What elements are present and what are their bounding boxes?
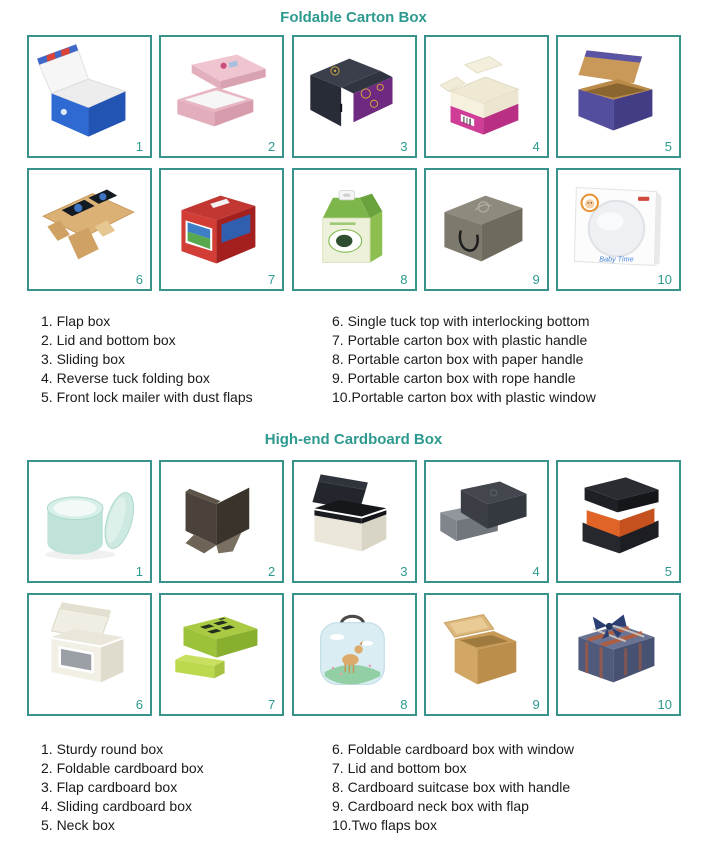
window-cardboard-box-photo <box>33 598 146 705</box>
caption-item: 4. Sliding cardboard box <box>41 798 192 814</box>
caption-item: 1. Flap box <box>41 313 111 329</box>
photo-number: 5 <box>664 564 672 579</box>
suitcase-box-photo <box>298 598 411 705</box>
caption-item: 7. Portable carton box with plastic handle <box>332 332 588 348</box>
rope-handle-box-photo <box>430 173 543 280</box>
front-lock-mailer-photo <box>562 40 675 147</box>
caption-item: 10.Two flaps box <box>332 817 438 833</box>
photo-cell-window-cardboard-box <box>27 593 152 716</box>
round-box-photo <box>33 465 146 572</box>
photo-cell-plastic-handle-box <box>159 168 284 291</box>
photo-cell-flap-box <box>27 35 152 158</box>
caption-item: 7. Lid and bottom box <box>332 760 467 776</box>
photo-cell-plastic-window-box <box>556 168 681 291</box>
plastic-handle-box-photo <box>165 173 278 280</box>
caption-column-left <box>41 312 332 407</box>
photo-cell-foldable-cardboard-box <box>159 460 284 583</box>
photo-cell-neck-box <box>556 460 681 583</box>
photo-number: 1 <box>135 564 143 579</box>
flap-box-photo <box>33 40 146 147</box>
section-title: High-end Cardboard Box <box>264 431 443 448</box>
photo-number: 10 <box>657 272 672 287</box>
photo-number: 8 <box>400 697 408 712</box>
photo-cell-neck-flap-box <box>424 593 549 716</box>
two-flaps-box-photo <box>562 598 675 705</box>
section-foldable-carton-box <box>0 9 707 407</box>
photo-number: 5 <box>664 139 672 154</box>
caption-column-right <box>332 740 574 835</box>
photo-number: 6 <box>135 272 143 287</box>
section-high-end-cardboard-box <box>0 431 707 835</box>
lid-bottom-cardboard-box-photo <box>165 598 278 705</box>
caption-item: 9. Portable carton box with rope handle <box>332 370 576 386</box>
photo-cell-two-flaps-box <box>556 593 681 716</box>
caption-list-high-end-cardboard <box>41 740 707 835</box>
paper-handle-box-photo <box>298 173 411 280</box>
photo-number: 3 <box>400 139 408 154</box>
photo-number: 9 <box>532 272 540 287</box>
caption-item: 6. Foldable cardboard box with window <box>332 741 575 757</box>
section-title: Foldable Carton Box <box>280 9 427 26</box>
caption-item: 6. Single tuck top with interlocking bottom <box>332 313 590 329</box>
neck-flap-box-photo <box>430 598 543 705</box>
photo-number: 7 <box>268 272 276 287</box>
photo-cell-front-lock-mailer <box>556 35 681 158</box>
caption-item: 5. Neck box <box>41 817 115 833</box>
lid-and-bottom-box-photo <box>165 40 278 147</box>
photo-number: 2 <box>268 564 276 579</box>
foldable-cardboard-box-photo <box>165 465 278 572</box>
photo-cell-lid-and-bottom-box <box>159 35 284 158</box>
caption-item: 3. Flap cardboard box <box>41 779 178 795</box>
photo-number: 10 <box>657 697 672 712</box>
photo-cell-suitcase-box <box>292 593 417 716</box>
caption-item: 4. Reverse tuck folding box <box>41 370 210 386</box>
caption-item: 9. Cardboard neck box with flap <box>332 798 529 814</box>
caption-item: 10.Portable carton box with plastic window <box>332 389 596 405</box>
photo-number: 4 <box>532 139 540 154</box>
photo-number: 2 <box>268 139 276 154</box>
photo-cell-flap-cardboard-box <box>292 460 417 583</box>
caption-item: 3. Sliding box <box>41 351 126 367</box>
sliding-box-photo <box>298 40 411 147</box>
sliding-cardboard-box-photo <box>430 465 543 572</box>
plastic-window-box-photo <box>562 173 675 280</box>
caption-column-right <box>332 312 596 407</box>
photo-cell-round-box <box>27 460 152 583</box>
photo-cell-rope-handle-box <box>424 168 549 291</box>
photo-cell-single-tuck-box <box>27 168 152 291</box>
caption-item: 2. Foldable cardboard box <box>41 760 204 776</box>
flap-cardboard-box-photo <box>298 465 411 572</box>
photo-number: 3 <box>400 564 408 579</box>
neck-box-photo <box>562 465 675 572</box>
caption-list-foldable-carton <box>41 312 707 407</box>
photo-number: 6 <box>135 697 143 712</box>
photo-cell-paper-handle-box <box>292 168 417 291</box>
photo-number: 4 <box>532 564 540 579</box>
caption-column-left <box>41 740 332 835</box>
photo-cell-sliding-box <box>292 35 417 158</box>
photo-cell-sliding-cardboard-box <box>424 460 549 583</box>
photo-grid-foldable-carton <box>27 35 681 291</box>
photo-number: 9 <box>532 697 540 712</box>
photo-number: 7 <box>268 697 276 712</box>
caption-item: 1. Sturdy round box <box>41 741 164 757</box>
caption-item: 8. Portable carton box with paper handle <box>332 351 584 367</box>
caption-item: 2. Lid and bottom box <box>41 332 176 348</box>
baby-time-text: Baby Time <box>599 254 634 264</box>
photo-number: 8 <box>400 272 408 287</box>
photo-number: 1 <box>135 139 143 154</box>
photo-grid-high-end-cardboard <box>27 460 681 716</box>
photo-cell-reverse-tuck-box <box>424 35 549 158</box>
photo-cell-lid-bottom-cardboard-box <box>159 593 284 716</box>
caption-item: 8. Cardboard suitcase box with handle <box>332 779 571 795</box>
unfolded-carton-photo <box>33 173 146 280</box>
caption-item: 5. Front lock mailer with dust flaps <box>41 389 253 405</box>
reverse-tuck-box-photo <box>430 40 543 147</box>
